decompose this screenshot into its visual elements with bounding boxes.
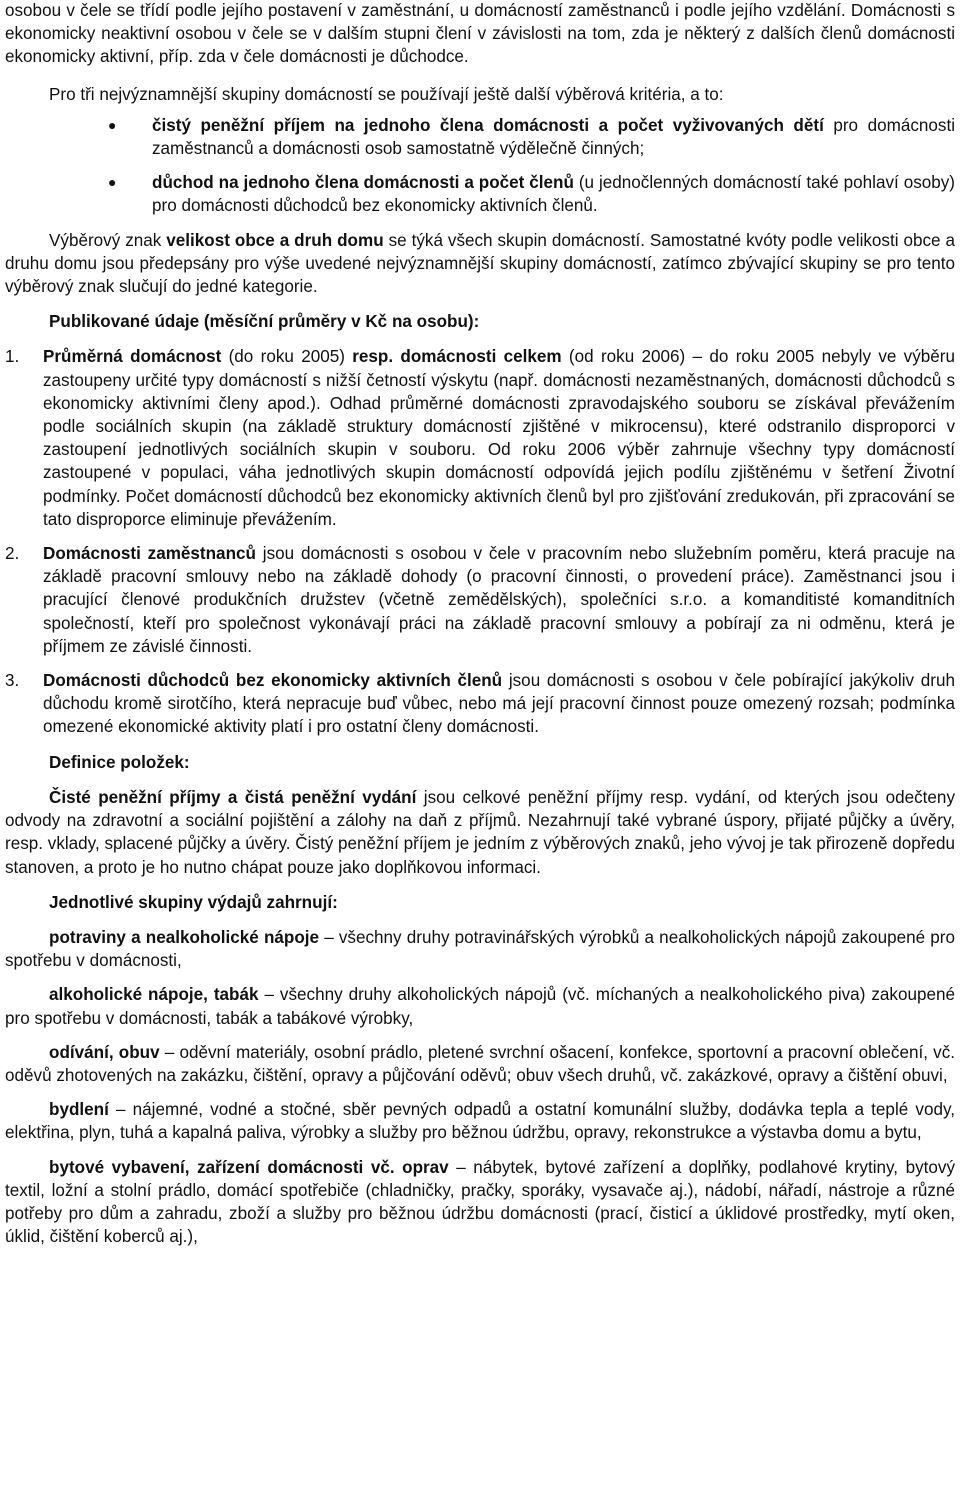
category-bold: odívání, obuv (49, 1042, 160, 1062)
category-text: – nábytek, bytové zařízení a doplňky, podlahové krytiny, bytový textil, ložní a stolní prádlo, domácí spotřebiče (chladničky, pračky, sporáky, vysavače aj.), nádobí, nářadí, nástroje a různé potřeby pro dům a zahradu, zboží a služby pro běžnou údržbu domácnosti (prací, čisticí a úklidové prostředky, mytí oken, úklid, čištění koberců aj.), (5, 1157, 955, 1247)
category-item (5, 983, 955, 1029)
list-item (5, 345, 955, 531)
bullet-text: pro domácnosti zaměstnanců a domácnosti osob samostatně výdělečně činných; (152, 115, 955, 159)
category-item (5, 1041, 955, 1087)
net-income-paragraph (5, 786, 955, 879)
category-item (5, 1156, 955, 1249)
definitions-heading: Definice položek: (49, 752, 190, 772)
category-text: – oděvní materiály, osobní prádlo, pletené svrchní ošacení, konfekce, sportovní a pracovní oblečení, vč. oděvů zhotovených na zakázku, čištění, opravy a půjčování oděvů; obuv všech druhů, vč. zakázkové, opravy a čištění obuvi, (5, 1042, 955, 1085)
selection-bold: velikost obce a druh domu (166, 230, 384, 250)
groups-heading: Jednotlivé skupiny výdajů zahrnují: (49, 892, 338, 912)
item-bold: Průměrná domácnost (43, 347, 222, 367)
item-bold: Domácnosti zaměstnanců (43, 544, 256, 564)
item-text-2: (od roku 2006) – do roku 2005 nebyly ve výběru zastoupeny určité typy domácností s nižší četností výskytu (např. domácnosti nezaměstnaných, domácnosti důchodců s ekonomicky aktivními členy apod.). Odhad průměrné domácnosti zpravodajského souboru se získával převážením podle sociálních skupin (na základě struktury domácností zjištěné v mikrocensu), které odstranilo disproporci v zastoupení jednotlivých sociálních skupin v souboru. Od roku 2006 výběr zahrnuje všechny typy domácností zastoupené v populaci, váha jednotlivých skupin domácností odpovídá jejich podílu zjištěnému v šetření Životní podmínky. Počet domácností důchodců bez ekonomicky aktivních členů byl pro zjišťování zredukován, při zpracování se tato disproporce eliminuje převážením. (43, 347, 955, 529)
category-bold: bydlení (49, 1100, 109, 1120)
category-bold: bytové vybavení, zařízení domácnosti vč. oprav (49, 1157, 449, 1177)
list-item (5, 114, 955, 160)
item-bold-2: resp. domácnosti celkem (352, 347, 562, 367)
item-text: jsou domácnosti s osobou v čele v pracovním nebo služebním poměru, která pracuje na základě pracovní smlouvy nebo na základě dohody (o pracovní činnosti, o provedení práce). Zaměstnanci jsou i pracující členové produkčních družstev (včetně zemědělských), společníci s.r.o. a komanditisté komanditních společností, kteří pro společnost vykonávají práci na základě pracovní smlouvy a pobírají za ni odměnu, která je příjmem ze závislé činnosti. (43, 544, 955, 656)
category-bold: potraviny a nealkoholické nápoje (49, 927, 320, 947)
list-item (5, 542, 955, 658)
category-text: – všechny druhy alkoholických nápojů (vč. míchaných a nealkoholického piva) zakoupené pro spotřebu v domácnosti, tabák a tabákové výrobky, (5, 985, 955, 1028)
net-income-text: jsou celkové peněžní příjmy resp. vydání, od kterých jsou odečteny odvody na zdravotní a sociální pojištění a zálohy na daň z příjmů. Nezahrnují také vybrané úspory, přijaté půjčky a úvěry, resp. vklady, splacené půjčky a úvěry. Čistý peněžní příjem je jedním z výběrových znaků, jeho vývoj je tak přirozeně dopředu stanoven, a proto je ho nutno chápat pouze jako doplňkovou informaci. (5, 787, 955, 877)
bullet-bold: důchod na jednoho člena domácnosti a počet členů (152, 173, 574, 193)
bullet-icon: ● (108, 116, 117, 133)
selection-pre: Výběrový znak (49, 230, 167, 250)
item-text: (do roku 2005) (221, 347, 353, 367)
criteria-list (5, 114, 955, 218)
bullet-icon: ● (108, 174, 117, 191)
category-item (5, 926, 955, 972)
category-item (5, 1098, 955, 1144)
criteria-intro: Pro tři nejvýznamnější skupiny domácností se používají ještě další výběrová kritéria, a to: (49, 84, 724, 104)
item-bold: Domácnosti důchodců bez ekonomicky aktivních členů (43, 671, 503, 691)
item-body (43, 345, 955, 531)
item-body (43, 542, 955, 658)
category-text: – nájemné, vodné a stočné, sběr pevných odpadů a ostatní komunální služby, dodávka tepla a teplé vody, elektřina, plyn, tuhá a kapalná paliva, výrobky a služby pro běžnou údržbu, opravy, rekonstrukce a výstavba domu a bytu, (5, 1100, 955, 1143)
item-number: 3. (5, 671, 20, 691)
item-number: 1. (5, 347, 20, 367)
category-text: – všechny druhy potravinářských výrobků a nealkoholických nápojů zakoupené pro spotřebu v domácnosti, (5, 927, 955, 971)
net-income-bold: Čisté peněžní příjmy a čistá peněžní vydání (49, 787, 417, 807)
published-heading: Publikované údaje (měsíční průměry v Kč na osobu): (49, 312, 480, 332)
list-item (5, 669, 955, 739)
item-body (43, 669, 955, 739)
intro-paragraph: osobou v čele se třídí podle jejího postavení v zaměstnání, u domácností zaměstnanců i podle jejího vzdělání. Domácnosti s ekonomicky neaktivní osobou v čele se v dalším stupni člení v závislosti na tom, zda je některý z dalších členů domácnosti ekonomicky aktivní, příp. zda v čele domácnosti je důchodce. (5, 1, 955, 67)
selection-paragraph (5, 229, 955, 299)
numbered-list (5, 345, 955, 738)
list-item (5, 171, 955, 217)
bullet-text: (u jednočlenných domácností také pohlaví osoby) pro domácnosti důchodců bez ekonomicky aktivních členů. (152, 173, 956, 216)
item-number: 2. (5, 544, 20, 564)
category-bold: alkoholické nápoje, tabák (49, 985, 259, 1005)
expense-categories (5, 926, 955, 1248)
item-text: jsou domácnosti s osobou v čele pobírající jakýkoliv druh důchodu kromě sirotčího, která nepracuje buď vůbec, nebo má její pracovní činnost pouze omezený rozsah; podmínka omezené ekonomické aktivity platí i pro ostatní členy domácnosti. (43, 671, 955, 737)
bullet-bold: čistý peněžní příjem na jednoho člena domácnosti a počet vyživovaných dětí (152, 115, 824, 135)
document-page (5, 0, 955, 1259)
selection-post: se týká všech skupin domácností. Samostatné kvóty podle velikosti obce a druhu domu jsou předepsány pro výše uvedené nejvýznamnější skupiny domácností, zatímco zbývající skupiny se pro tento výběrový znak slučují do jedné kategorie. (5, 230, 955, 297)
